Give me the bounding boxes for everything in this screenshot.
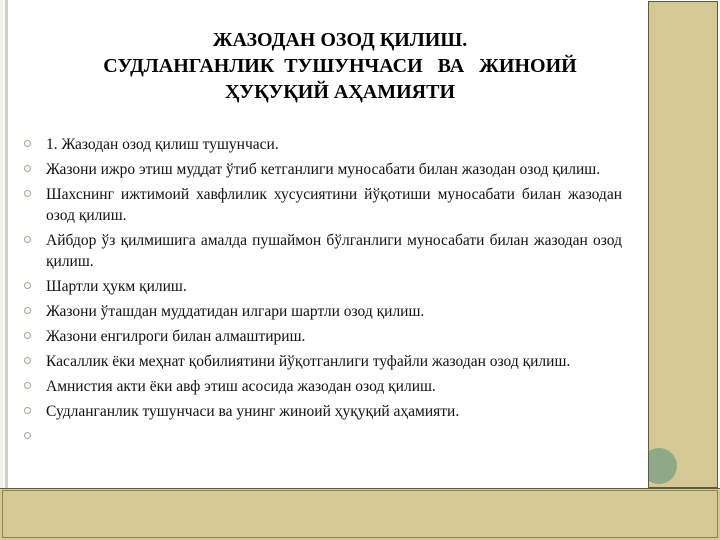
list-item xyxy=(22,159,622,180)
decor-circle xyxy=(648,448,677,484)
bullet-icon xyxy=(24,307,31,314)
list-item-text: Амнистия акти ёки авф этиш асосида жазодан озод қилиш. xyxy=(46,378,436,395)
bullet-icon xyxy=(24,357,31,364)
right-decor-panel xyxy=(648,1,718,488)
bullet-icon xyxy=(24,382,31,389)
left-decor-stripe-inner xyxy=(5,0,8,488)
list-item-text: Судланганлик тушунчаси ва унинг жиноий ҳуқуқий аҳамияти. xyxy=(46,403,460,420)
bullet-icon xyxy=(24,432,31,439)
bullet-icon xyxy=(24,140,31,147)
list-item xyxy=(22,184,622,226)
bullet-list xyxy=(22,134,622,426)
list-item-text: Жазони ўташдан муддатидан илгари шартли озод қилиш. xyxy=(46,303,425,320)
list-item xyxy=(22,276,622,297)
bullet-icon xyxy=(24,190,31,197)
list-item xyxy=(22,376,622,397)
list-item xyxy=(22,351,622,372)
left-decor-stripe xyxy=(0,0,3,488)
list-item-text: Жазони енгилроги билан алмаштириш. xyxy=(46,328,306,345)
bottom-decor-panel xyxy=(0,488,720,540)
list-item xyxy=(22,134,622,155)
bullet-icon xyxy=(24,165,31,172)
list-item-text: Жазони ижро этиш муддат ўтиб кетганлиги муносабати билан жазодан озод қилиш. xyxy=(46,161,601,178)
title-line-2: СУДЛАНГАНЛИК ТУШУНЧАСИ ВА ЖИНОИЙ xyxy=(103,55,577,77)
list-item xyxy=(22,401,622,422)
bottom-decor-frame xyxy=(2,490,718,538)
list-item-text: Айбдор ўз қилмишига амалда пушаймон бўлганлиги муносабати билан жазодан озод қилиш. xyxy=(46,232,622,270)
title-line-3: ҲУҚУҚИЙ АҲАМИЯТИ xyxy=(224,81,456,103)
bullet-icon xyxy=(24,282,31,289)
list-item-text: Касаллик ёки меҳнат қобилиятини йўқотганлиги туфайли жазодан озод қилиш. xyxy=(46,353,571,370)
list-item xyxy=(22,326,622,347)
title-line-1: ЖАЗОДАН ОЗОД ҚИЛИШ. xyxy=(212,29,468,51)
list-item-text: Шахснинг ижтимоий хавфлилик хусусиятини йўқотиши муносабати билан жазодан озод қилиш. xyxy=(46,186,622,224)
bullet-icon xyxy=(24,236,31,243)
bullet-icon xyxy=(24,407,31,414)
list-item-text: Шартли ҳукм қилиш. xyxy=(46,278,187,295)
slide-title xyxy=(40,27,640,105)
list-item xyxy=(22,230,622,272)
list-item-text: 1. Жазодан озод қилиш тушунчаси. xyxy=(46,136,279,153)
bullet-icon xyxy=(24,332,31,339)
list-item xyxy=(22,301,622,322)
